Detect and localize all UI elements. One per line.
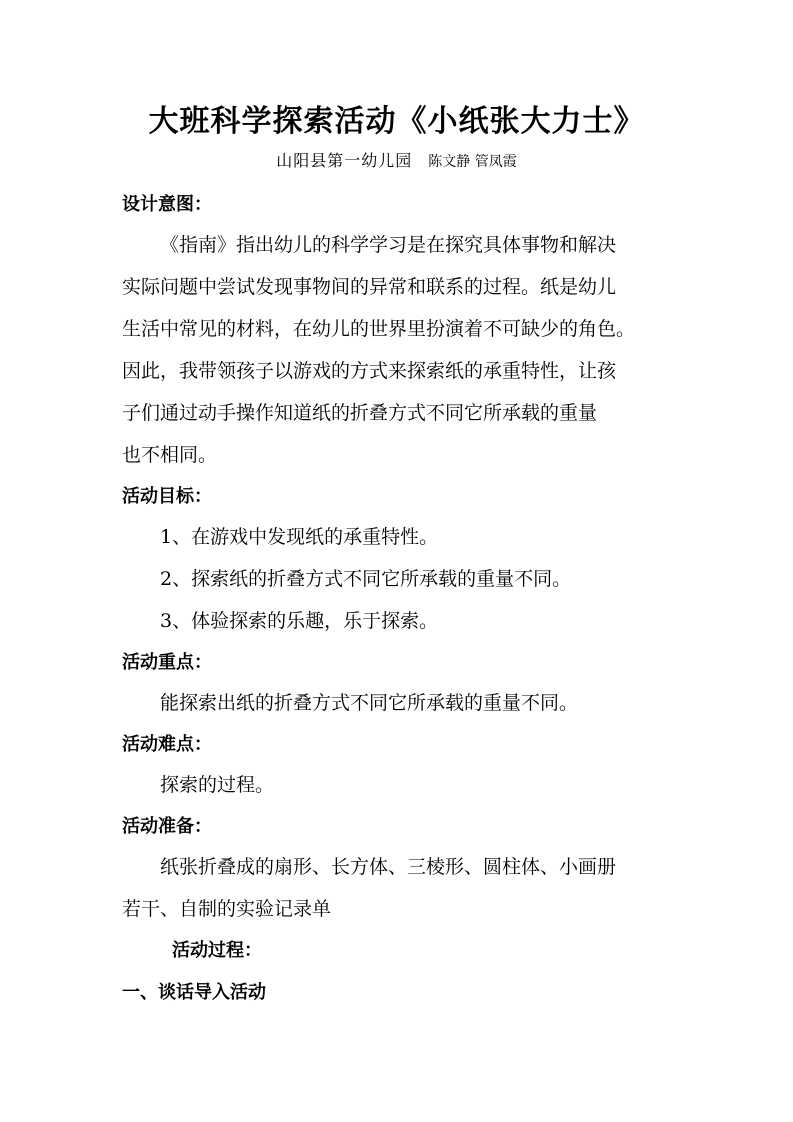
preparation-line: 若干、自制的实验记录单 <box>122 898 332 920</box>
school-name: 山阳县第一幼儿园 <box>276 151 413 170</box>
process-heading: 活动过程： <box>172 940 262 961</box>
preparation-line: 纸张折叠成的扇形、长方体、三棱形、圆柱体、小画册 <box>160 856 617 878</box>
process-step-heading: 一、谈话导入活动 <box>122 982 266 1003</box>
goal-item: 2、探索纸的折叠方式不同它所承载的重量不同。 <box>160 568 572 590</box>
document-title: 大班科学探索活动《小纸张大力士》 <box>148 104 645 139</box>
design-intent-heading: 设计意图： <box>122 194 212 215</box>
design-intent-line: 也不相同。 <box>122 444 218 466</box>
design-intent-line: 实际问题中尝试发现事物间的异常和联系的过程。纸是幼儿 <box>122 276 617 298</box>
design-intent-line: 生活中常见的材料，在幼儿的世界里扮演着不可缺少的角色。 <box>122 318 636 340</box>
goal-item: 3、体验探索的乐趣，乐于探索。 <box>160 610 439 632</box>
author-line <box>0 148 793 171</box>
goals-heading: 活动目标： <box>122 486 212 507</box>
design-intent-line: 子们通过动手操作知道纸的折叠方式不同它所承载的重量 <box>122 402 598 424</box>
difficulty-heading: 活动难点： <box>122 734 212 755</box>
design-intent-line: 《指南》指出幼儿的科学学习是在探究具体事物和解决 <box>160 234 617 256</box>
key-point-heading: 活动重点： <box>122 652 212 673</box>
preparation-heading: 活动准备： <box>122 816 212 837</box>
design-intent-line: 因此，我带领孩子以游戏的方式来探索纸的承重特性，让孩 <box>122 360 617 382</box>
difficulty-text: 探索的过程。 <box>160 774 275 796</box>
key-point-text: 能探索出纸的折叠方式不同它所承载的重量不同。 <box>160 692 579 714</box>
author-names: 陈文静 管凤霞 <box>428 154 517 170</box>
goal-item: 1、在游戏中发现纸的承重特性。 <box>160 526 439 548</box>
